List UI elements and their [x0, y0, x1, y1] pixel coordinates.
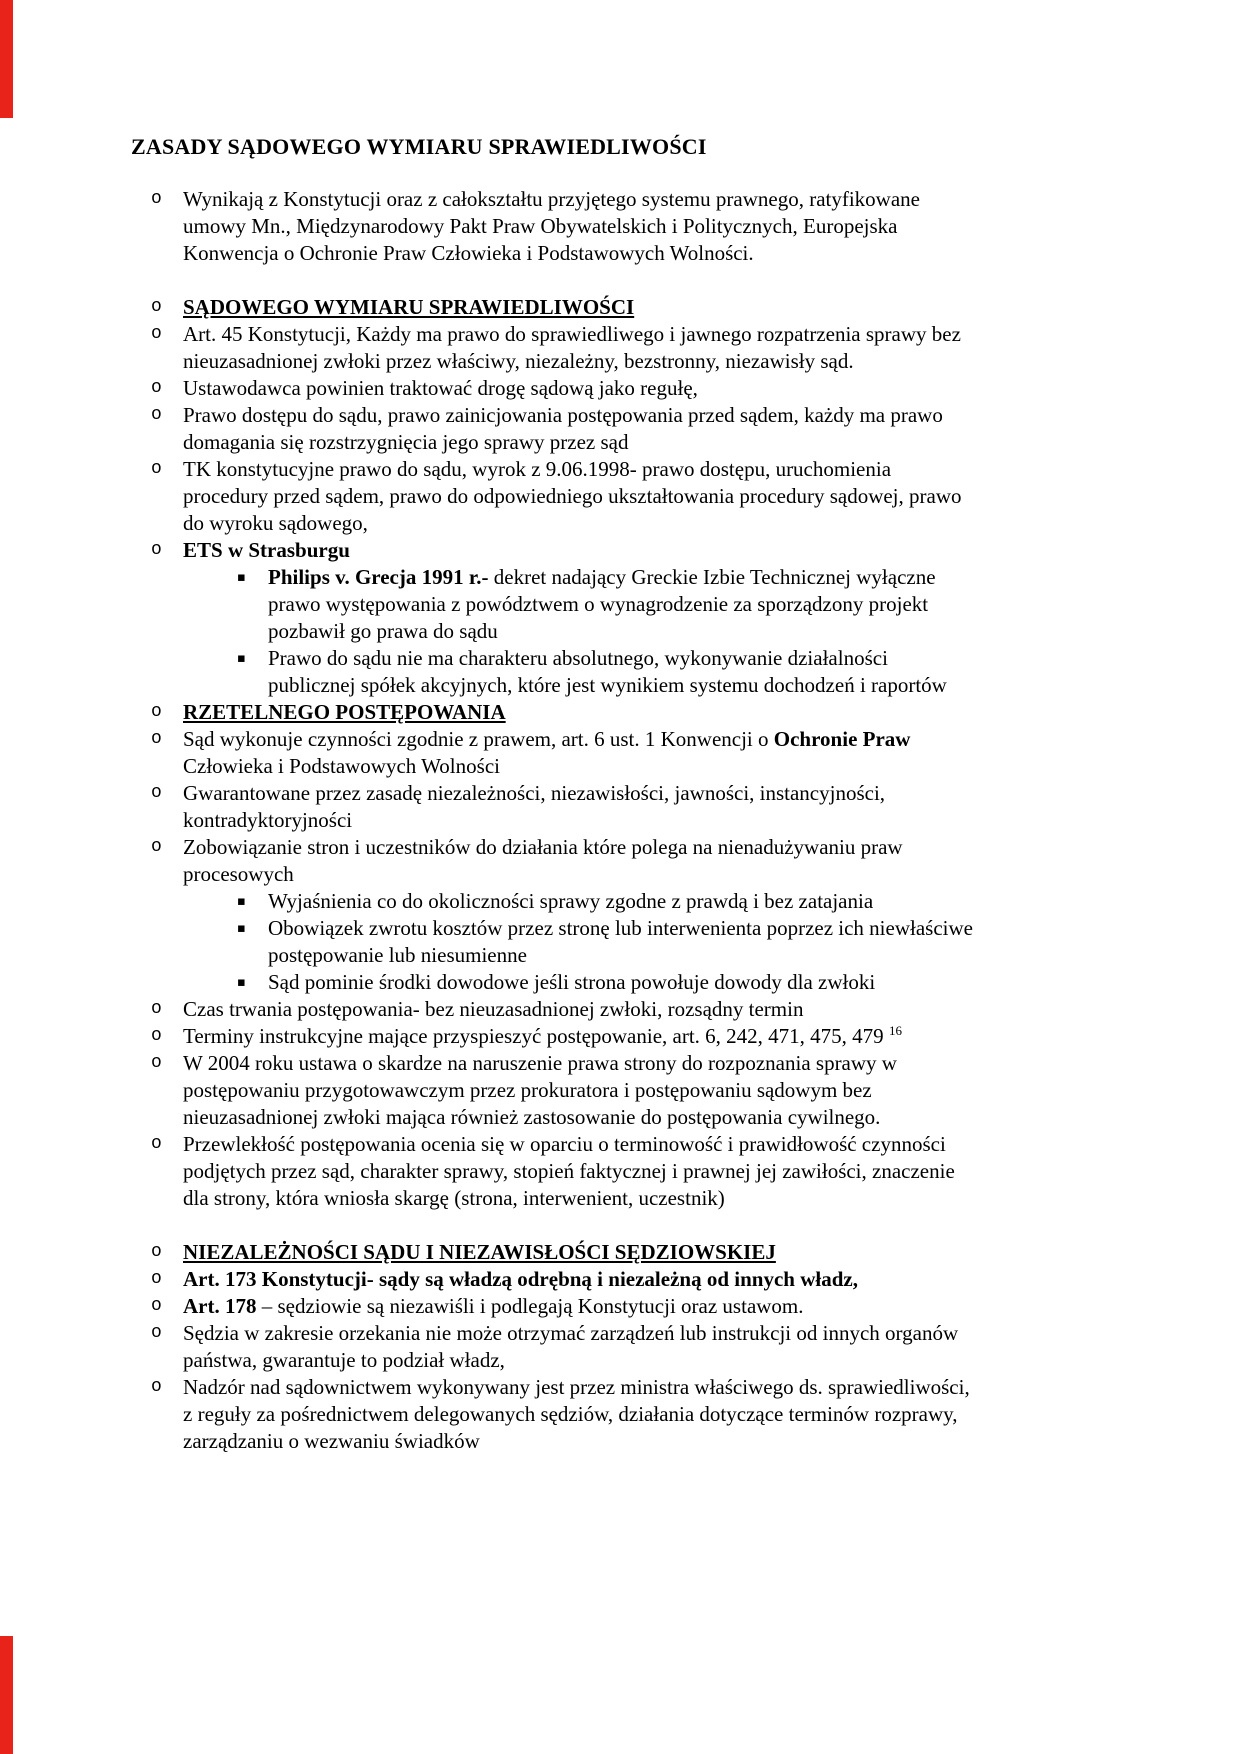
text-run: Czas trwania postępowania- bez nieuzasadnionej zwłoki, rozsądny termin — [183, 997, 804, 1021]
circle-bullet-icon: o — [151, 729, 162, 749]
list-item — [131, 1050, 976, 1131]
list-item — [131, 402, 976, 456]
text-run: 16 — [888, 1023, 902, 1038]
text-run: SĄDOWEGO WYMIARU SPRAWIEDLIWOŚCI — [183, 295, 635, 319]
text-run: dekret nadający Greckie Izbie Technicznej wyłączne prawo występowania z powództwem o wynagrodzenie za sporządzony projekt pozbawił go prawa do sądu — [268, 565, 936, 643]
circle-bullet-icon: o — [151, 837, 162, 857]
document-content — [131, 133, 976, 1455]
section-heading-item — [131, 294, 976, 321]
item-text — [183, 1320, 976, 1374]
circle-bullet-icon: o — [151, 702, 162, 722]
circle-bullet-icon: o — [151, 783, 162, 803]
list-item — [131, 456, 976, 537]
text-run: Sędzia w zakresie orzekania nie może otrzymać zarządzeń lub instrukcji od innych organów państwa, gwarantuje to podział władz, — [183, 1321, 959, 1372]
list-item — [131, 645, 976, 699]
list-item — [131, 1266, 976, 1293]
item-text — [268, 969, 976, 996]
text-run: Sąd wykonuje czynności zgodnie z prawem, art. 6 ust. 1 Konwencji o — [183, 727, 774, 751]
item-text — [268, 888, 976, 915]
circle-bullet-icon: o — [151, 999, 162, 1019]
item-text — [268, 645, 976, 699]
list-item — [131, 915, 976, 969]
red-edge-marker-bottom — [0, 1636, 13, 1754]
list-item — [131, 537, 976, 564]
text-run: W 2004 roku ustawa o skardze na naruszenie prawa strony do rozpoznania sprawy w postępowaniu przygotowawczym przez prokuratora i postępowaniu sądowym bez nieuzasadnionej zwłoki mająca również zastosowanie do postępowania cywilnego. — [183, 1051, 897, 1129]
item-text — [183, 996, 976, 1023]
text-run: Człowieka i Podstawowych Wolności — [183, 754, 500, 778]
document-items — [131, 186, 976, 1455]
text-run: RZETELNEGO POSTĘPOWANIA — [183, 700, 506, 724]
list-item — [131, 1131, 976, 1212]
circle-bullet-icon: o — [151, 1269, 162, 1289]
square-bullet-icon: ▪ — [237, 894, 246, 909]
item-text — [183, 699, 976, 726]
square-bullet-icon: ▪ — [237, 921, 246, 936]
text-run: Philips v. Grecja 1991 r.- — [268, 565, 489, 589]
circle-bullet-icon: o — [151, 324, 162, 344]
circle-bullet-icon: o — [151, 459, 162, 479]
text-run: – sędziowie są niezawiśli i podlegają Konstytucji oraz ustawom. — [256, 1294, 804, 1318]
red-edge-marker-top — [0, 0, 13, 118]
item-text — [183, 1239, 976, 1266]
text-run: Ustawodawca powinien traktować drogę sądową jako regułę, — [183, 376, 698, 400]
text-run: Gwarantowane przez zasadę niezależności, niezawisłości, jawności, instancyjności, kontradyktoryjności — [183, 781, 886, 832]
item-text — [183, 1374, 976, 1455]
list-item — [131, 375, 976, 402]
text-run: Prawo dostępu do sądu, prawo zainicjowania postępowania przed sądem, każdy ma prawo domagania się rozstrzygnięcia jego sprawy przez sąd — [183, 403, 943, 454]
list-item — [131, 834, 976, 888]
circle-bullet-icon: o — [151, 405, 162, 425]
text-run: ETS w Strasburgu — [183, 538, 350, 562]
item-text — [183, 375, 976, 402]
list-item — [131, 564, 976, 645]
item-text — [268, 915, 976, 969]
list-item — [131, 888, 976, 915]
text-run: Przewlekłość postępowania ocenia się w oparciu o terminowość i prawidłowość czynności podjętych przez sąd, charakter sprawy, stopień faktycznej i prawnej jej zawiłości, znaczenie dla strony, która wniosła skargę (strona, interwenient, uczestnik) — [183, 1132, 955, 1210]
list-item — [131, 1023, 976, 1050]
square-bullet-icon: ▪ — [237, 570, 246, 585]
section-heading-item — [131, 1239, 976, 1266]
circle-bullet-icon: o — [151, 297, 162, 317]
list-item — [131, 969, 976, 996]
text-run: Terminy instrukcyjne mające przyspieszyć postępowanie, art. 6, 242, 471, 475, 479 — [183, 1024, 889, 1048]
circle-bullet-icon: o — [151, 378, 162, 398]
circle-bullet-icon: o — [151, 540, 162, 560]
text-run: NIEZALEŻNOŚCI SĄDU I NIEZAWISŁOŚCI SĘDZIOWSKIEJ — [183, 1240, 776, 1264]
section-heading-item — [131, 699, 976, 726]
text-run: TK konstytucyjne prawo do sądu, wyrok z 9.06.1998- prawo dostępu, uruchomienia procedury przed sądem, prawo do odpowiedniego ukształtowania procedury sądowej, prawo do wyroku sądowego, — [183, 457, 962, 535]
item-text — [268, 564, 976, 645]
circle-bullet-icon: o — [151, 1296, 162, 1316]
item-text — [183, 834, 976, 888]
circle-bullet-icon: o — [151, 1323, 162, 1343]
square-bullet-icon: ▪ — [237, 651, 246, 666]
circle-bullet-icon: o — [151, 1053, 162, 1073]
item-text — [183, 402, 976, 456]
circle-bullet-icon: o — [151, 1377, 162, 1397]
circle-bullet-icon: o — [151, 1134, 162, 1154]
item-text — [183, 186, 976, 267]
item-text — [183, 780, 976, 834]
circle-bullet-icon: o — [151, 1242, 162, 1262]
list-item — [131, 996, 976, 1023]
list-item — [131, 1320, 976, 1374]
text-run: Art. 178 — [183, 1294, 257, 1318]
item-text — [183, 726, 976, 780]
text-run: Prawo do sądu nie ma charakteru absolutnego, wykonywanie działalności publicznej spółek akcyjnych, które jest wynikiem systemu dochodzeń i raportów — [268, 646, 947, 697]
page-title: ZASADY SĄDOWEGO WYMIARU SPRAWIEDLIWOŚCI — [131, 134, 707, 159]
item-text — [183, 294, 976, 321]
square-bullet-icon: ▪ — [237, 975, 246, 990]
item-text — [183, 321, 976, 375]
text-run: Art. 45 Konstytucji, Każdy ma prawo do sprawiedliwego i jawnego rozpatrzenia sprawy bez nieuzasadnionej zwłoki przez właściwy, niezależny, bezstronny, niezawisły sąd. — [183, 322, 961, 373]
text-run: Wynikają z Konstytucji oraz z całokształtu przyjętego systemu prawnego, ratyfikowane umowy Mn., Międzynarodowy Pakt Praw Obywatelskich i Politycznych, Europejska Konwencja o Ochronie Praw Człowieka i Podstawowych Wolności. — [183, 187, 920, 265]
text-run: Art. 173 Konstytucji- sądy są władzą odrębną i niezależną od innych władz, — [183, 1267, 858, 1291]
text-run: Zobowiązanie stron i uczestników do działania które polega na nienadużywaniu praw procesowych — [183, 835, 903, 886]
text-run: Ochronie Praw — [773, 727, 911, 751]
item-text — [183, 1131, 976, 1212]
list-item — [131, 1293, 976, 1320]
text-run: Sąd pominie środki dowodowe jeśli strona powołuje dowody dla zwłoki — [268, 970, 876, 994]
list-item — [131, 321, 976, 375]
circle-bullet-icon: o — [151, 189, 162, 209]
text-run: Obowiązek zwrotu kosztów przez stronę lub interwenienta poprzez ich niewłaściwe postępowanie lub niesumienne — [268, 916, 973, 967]
item-text — [183, 456, 976, 537]
item-text — [183, 1023, 976, 1050]
circle-bullet-icon: o — [151, 1026, 162, 1046]
item-text — [183, 1050, 976, 1131]
list-item — [131, 1374, 976, 1455]
list-item — [131, 186, 976, 267]
text-run: Wyjaśnienia co do okoliczności sprawy zgodne z prawdą i bez zatajania — [268, 889, 874, 913]
text-run: Nadzór nad sądownictwem wykonywany jest przez ministra właściwego ds. sprawiedliwości, z reguły za pośrednictwem delegowanych sędziów, działania dotyczące terminów rozprawy, zarządzaniu o wezwaniu świadków — [183, 1375, 970, 1453]
list-item — [131, 726, 976, 780]
item-text — [183, 1266, 976, 1293]
item-text — [183, 537, 976, 564]
list-item — [131, 780, 976, 834]
item-text — [183, 1293, 976, 1320]
